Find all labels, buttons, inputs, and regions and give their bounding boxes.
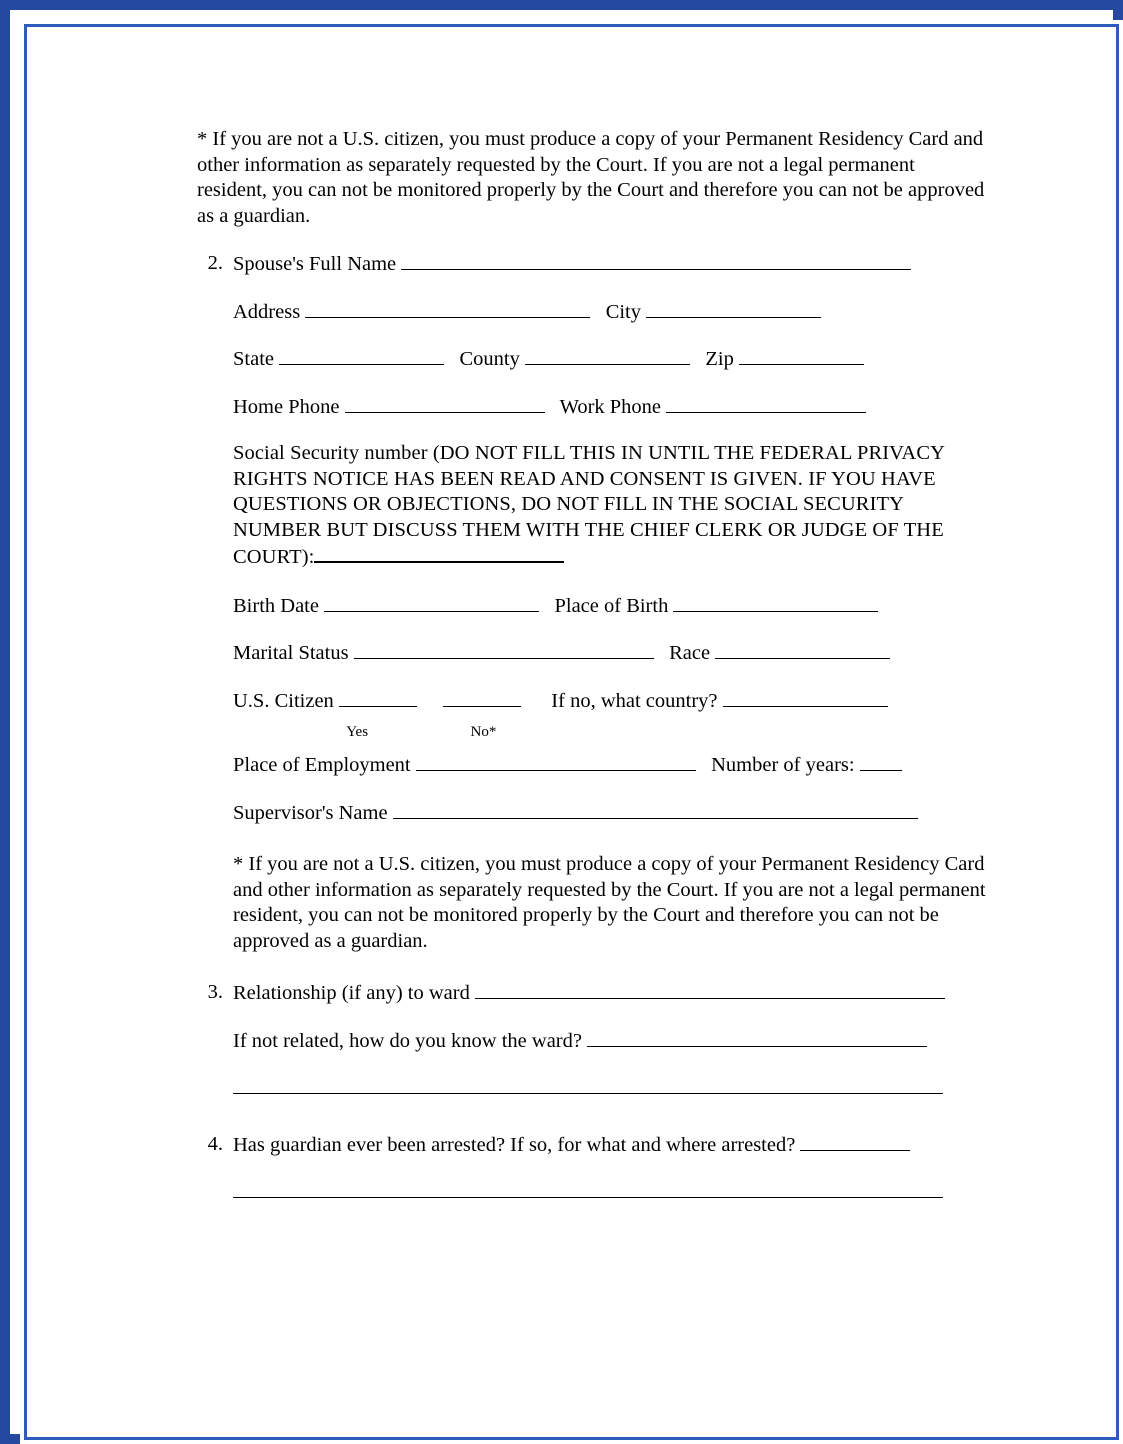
us-citizen-no-checkbox[interactable] — [443, 688, 521, 707]
how-know-ward-input-line2[interactable] — [233, 1075, 943, 1094]
home-phone-label: Home Phone — [233, 395, 340, 418]
relationship-row — [233, 980, 987, 1007]
relationship-input[interactable] — [475, 980, 945, 999]
county-input[interactable] — [525, 346, 690, 365]
race-label: Race — [669, 642, 711, 664]
relationship-label: Relationship (if any) to ward — [233, 982, 470, 1004]
no-sublabel: No* — [470, 724, 497, 740]
state-county-zip-row — [233, 346, 987, 373]
arrest-continuation-row — [233, 1179, 987, 1206]
zip-input[interactable] — [739, 346, 864, 365]
employment-row — [233, 752, 987, 779]
yes-sublabel: Yes — [346, 724, 369, 740]
marital-status-label: Marital Status — [233, 642, 349, 664]
place-of-employment-input[interactable] — [416, 752, 696, 771]
ssn-input[interactable] — [314, 543, 564, 563]
spouse-full-name-label: Spouse's Full Name — [233, 253, 397, 275]
if-no-country-label: If no, what country? — [551, 689, 718, 712]
place-of-birth-label: Place of Birth — [554, 594, 669, 617]
number-of-years-input[interactable] — [860, 752, 902, 771]
item-number-2: 2. — [207, 252, 223, 274]
birth-row — [233, 593, 987, 620]
ssn-notice-block — [233, 441, 987, 571]
state-label: State — [233, 348, 274, 370]
marital-race-row — [233, 640, 987, 667]
place-of-employment-label: Place of Employment — [233, 754, 411, 776]
how-know-ward-continuation-row — [233, 1075, 987, 1102]
if-not-related-label: If not related, how do you know the ward? — [233, 1029, 582, 1052]
state-input[interactable] — [279, 346, 444, 365]
home-phone-input[interactable] — [345, 394, 545, 413]
form-item-4 — [197, 1132, 987, 1206]
form-item-3 — [197, 980, 987, 1102]
document-sheet — [27, 27, 1116, 1437]
item-number-4: 4. — [207, 1132, 223, 1155]
form-body — [197, 127, 987, 1227]
item-number-3: 3. — [207, 981, 223, 1003]
arrest-input[interactable] — [800, 1132, 910, 1151]
birth-date-label: Birth Date — [233, 594, 319, 617]
work-phone-input[interactable] — [666, 394, 866, 413]
phones-row — [233, 394, 987, 421]
address-city-row — [233, 299, 987, 326]
how-know-ward-input[interactable] — [587, 1028, 927, 1047]
citizenship-notice-top: * If you are not a U.S. citizen, you must produce a copy of your Permanent Residency Card and other information as separately requested by the Court. If you are not a legal permanent resident, you can not be monitored properly by the Court and therefore you can not be approved as a guardian. — [197, 128, 985, 227]
arrest-input-line2[interactable] — [233, 1179, 943, 1198]
birth-date-input[interactable] — [324, 593, 539, 612]
supervisors-name-label: Supervisor's Name — [233, 801, 388, 824]
citizenship-notice-bottom: * If you are not a U.S. citizen, you must produce a copy of your Permanent Residency Card and other information as separately requested by the Court. If you are not a legal permanent resident, you can not be monitored properly by the Court and therefore you can not be approved as a guardian. — [233, 853, 986, 952]
number-of-years-label: Number of years: — [711, 754, 855, 776]
address-input[interactable] — [305, 299, 590, 318]
form-item-2 — [197, 251, 987, 954]
citizen-row — [233, 688, 987, 715]
city-input[interactable] — [646, 299, 821, 318]
place-of-birth-input[interactable] — [673, 593, 878, 612]
us-citizen-yes-checkbox[interactable] — [339, 688, 417, 707]
citizen-sublabels — [233, 720, 987, 740]
how-know-ward-row — [233, 1028, 987, 1055]
arrest-row — [233, 1132, 987, 1159]
race-input[interactable] — [715, 640, 890, 659]
address-label: Address — [233, 300, 301, 323]
ssn-notice-text: Social Security number (DO NOT FILL THIS IN UNTIL THE FEDERAL PRIVACY RIGHTS NOTICE HAS BEEN READ AND CONSENT IS GIVEN. IF YOU HAVE QUESTIONS OR OBJECTIONS, DO NOT FILL IN THE SOCIAL SECURITY NUMBER BUT DISCUSS THEM WITH THE CHIEF CLERK OR JUDGE OF THE COURT): — [233, 442, 945, 568]
us-citizen-label: U.S. Citizen — [233, 689, 334, 712]
county-label: County — [459, 348, 520, 370]
arrest-label: Has guardian ever been arrested? If so, for what and where arrested? — [233, 1133, 796, 1156]
zip-label: Zip — [705, 348, 734, 370]
supervisor-row — [233, 800, 987, 827]
work-phone-label: Work Phone — [559, 395, 662, 418]
spouse-full-name-input[interactable] — [401, 251, 911, 270]
if-no-country-input[interactable] — [723, 688, 888, 707]
spouse-full-name-row — [233, 251, 987, 278]
marital-status-input[interactable] — [354, 640, 654, 659]
supervisors-name-input[interactable] — [393, 800, 918, 819]
city-label: City — [605, 300, 642, 323]
